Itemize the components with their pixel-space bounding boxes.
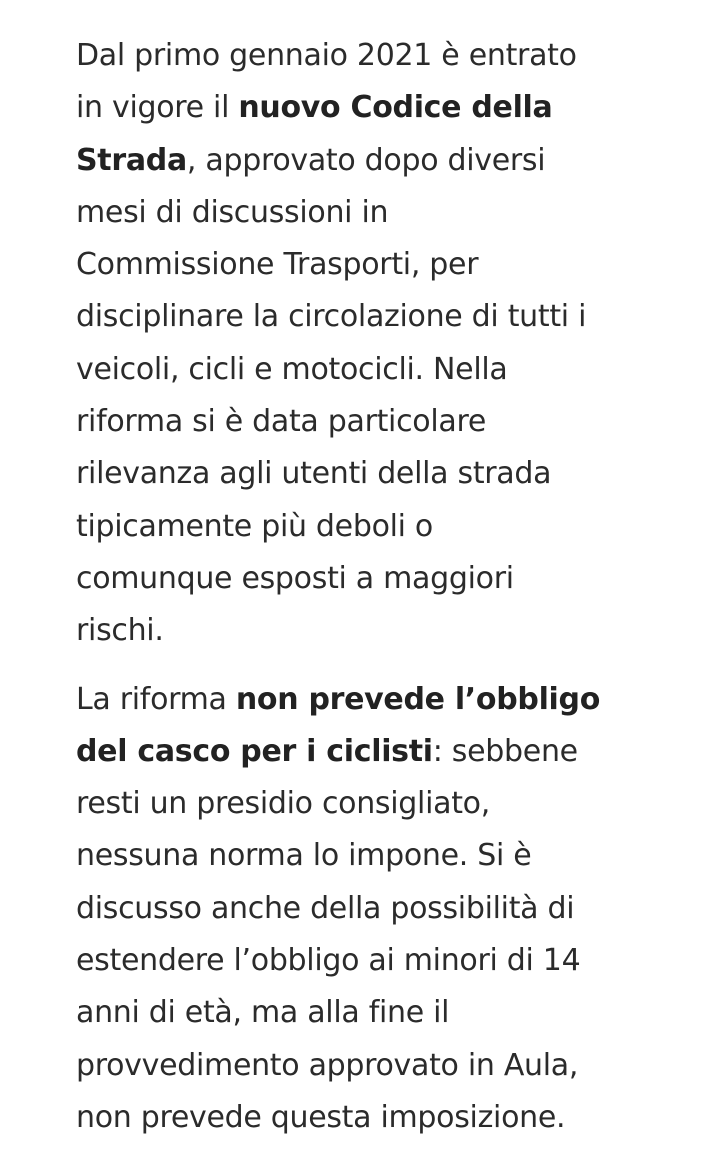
text-line: nessuna norma lo impone. Si è bbox=[76, 838, 532, 874]
text-line: provvedimento approvato in Aula, bbox=[76, 1047, 579, 1083]
paragraph-casco-ciclisti bbox=[76, 674, 676, 1145]
text-line: non prevede questa imposizione. bbox=[76, 1099, 566, 1135]
bold-text: Strada bbox=[76, 142, 187, 178]
text-line: veicoli, cicli e motocicli. Nella bbox=[76, 351, 508, 387]
text-line bbox=[76, 135, 676, 187]
text-line: rischi. bbox=[76, 613, 164, 649]
bold-text: del casco per i ciclisti bbox=[76, 733, 433, 769]
bold-text: nuovo Codice della bbox=[238, 90, 553, 126]
text-line: mesi di discussioni in bbox=[76, 194, 389, 230]
paragraph-codice-strada bbox=[76, 30, 676, 658]
bold-text: non prevede l’obbligo bbox=[235, 681, 601, 717]
text-line: tipicamente più deboli o bbox=[76, 508, 433, 544]
article-body bbox=[76, 30, 676, 1144]
text-line: Commissione Trasporti, per bbox=[76, 247, 479, 283]
text-run: in vigore il bbox=[76, 90, 239, 126]
text-run: , approvato dopo diversi bbox=[186, 142, 546, 178]
text-line: rilevanza agli utenti della strada bbox=[76, 456, 552, 492]
text-line: disciplinare la circolazione di tutti i bbox=[76, 299, 587, 335]
text-line: Dal primo gennaio 2021 è entrato bbox=[76, 38, 577, 73]
text-line: resti un presidio consigliato, bbox=[76, 786, 490, 822]
text-line: comunque esposti a maggiori bbox=[76, 560, 514, 596]
text-run: La riforma bbox=[76, 681, 236, 717]
text-line bbox=[76, 726, 676, 778]
text-line: anni di età, ma alla fine il bbox=[76, 995, 450, 1031]
text-run: : sebbene bbox=[432, 733, 578, 769]
text-line bbox=[76, 82, 676, 134]
text-line: estendere l’obbligo ai minori di 14 bbox=[76, 943, 581, 979]
text-line: discusso anche della possibilità di bbox=[76, 890, 575, 926]
text-line: riforma si è data particolare bbox=[76, 404, 486, 440]
text-line bbox=[76, 674, 676, 726]
